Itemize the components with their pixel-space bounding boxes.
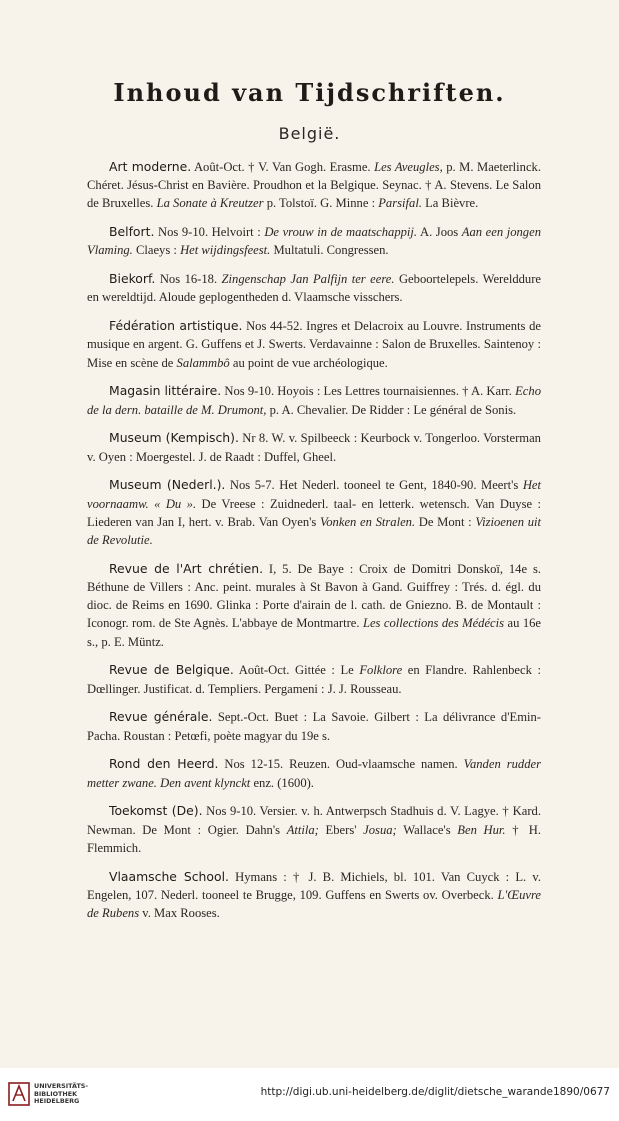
- entry-text: Nos 44-52. Ingres et Delacroix au Louvre. Instruments de musique en argent. G. Guffens et J. Swerts. Verdavainne : Salon de Bruxelles. Saintenoy : Mise en scène de: [87, 319, 541, 370]
- journal-name: Fédération artistique.: [109, 318, 243, 334]
- footer-bar: [0, 1068, 619, 1121]
- entry-text: La Bièvre.: [421, 196, 479, 211]
- journal-name: Vlaamsche School.: [109, 868, 229, 884]
- journal-entry: [87, 708, 541, 744]
- institution-name: [34, 1083, 88, 1106]
- journal-entry: [87, 560, 541, 651]
- entry-text: Nos 9-10. Hoyois : Les Lettres tournaisiennes. † A. Karr.: [221, 384, 516, 399]
- journal-entry: [87, 802, 541, 857]
- italic-title: Echo de la dern. bataille de M. Drumont,: [87, 384, 541, 417]
- journal-entry: [87, 661, 541, 697]
- entry-text: enz. (1600).: [250, 775, 314, 790]
- journal-name: Rond den Heerd.: [109, 756, 219, 772]
- entry-text: Hymans : † J. B. Michiels, bl. 101. Van Cuyck : L. v. Engelen, 107. Nederl. tooneel te Brugge, 109. Guffens en Swerts ov. Overbeck.: [87, 869, 541, 902]
- entry-text: Nr 8. W. v. Spilbeeck : Keurbock v. Tongerloo. Vorsterman v. Oyen : Moergestel. J. de Raadt : Duffel, Gheel.: [87, 431, 541, 464]
- entry-text: De Mont :: [415, 514, 476, 529]
- journal-entry: [87, 382, 541, 418]
- entry-text: en Flandre. Rahlenbeck : Dœllinger. Justificat. d. Templiers. Pergameni : J. J. Rousseau.: [87, 663, 541, 696]
- journal-name: Museum (Nederl.).: [109, 477, 226, 493]
- journal-name: Revue générale.: [109, 709, 213, 725]
- page-title: Inhoud van Tijdschriften.: [113, 78, 506, 107]
- italic-title: La Sonate à Kreutzer: [156, 196, 264, 211]
- journal-name: Revue de Belgique.: [109, 662, 234, 678]
- section-heading: België.: [278, 124, 341, 143]
- journal-entry: [87, 868, 541, 923]
- entry-text: A. Joos: [417, 225, 462, 240]
- journal-entry: [87, 270, 541, 306]
- journal-name: Biekorf.: [109, 271, 156, 287]
- italic-title: Josua;: [363, 822, 397, 837]
- entry-text: † H. Flemmich.: [87, 822, 541, 855]
- entry-text: Nos 5-7. Het Nederl. tooneel te Gent, 1840-90. Meert's: [225, 478, 523, 493]
- entry-text: Août-Oct. † V. Van Gogh. Erasme.: [191, 160, 375, 174]
- journal-entry: [87, 317, 541, 372]
- entry-text: au 16e s., p. E. Müntz.: [87, 616, 541, 649]
- entry-text: Nos 9-10. Helvoirt :: [154, 225, 265, 240]
- journal-entry: [87, 158, 541, 213]
- entry-text: Ebers': [318, 822, 364, 837]
- journal-entry: [87, 223, 541, 259]
- entry-text: De Vreese : Zuidnederl. taal- en letterk. wetensch. Van Duyse : Liederen van Jan I, hert. v. Brab. Van Oyen's: [87, 496, 541, 529]
- journal-name: Magasin littéraire.: [109, 383, 222, 399]
- entry-text: Multatuli. Congressen.: [270, 243, 389, 258]
- entry-text: p. A. Chevalier. De Ridder : Le général de Sonis.: [266, 402, 517, 417]
- journal-name: Museum (Kempisch).: [109, 430, 239, 446]
- entry-text: Wallace's: [396, 822, 458, 837]
- journal-entry: [87, 476, 541, 549]
- italic-title: Attila;: [286, 822, 319, 837]
- journal-name: Belfort.: [109, 224, 155, 240]
- institution-line: BIBLIOTHEK: [34, 1089, 78, 1098]
- entry-text: au point de vue archéologique.: [229, 355, 388, 370]
- italic-title: Vonken en Stralen.: [319, 514, 416, 529]
- entry-text: v. Max Rooses.: [139, 906, 220, 921]
- italic-title: Folklore: [359, 663, 403, 678]
- journal-entries-list: [87, 158, 541, 933]
- institution-line: UNIVERSITÄTS-: [34, 1082, 89, 1090]
- journal-name: Revue de l'Art chrétien.: [109, 560, 264, 576]
- italic-title: L'Œuvre de Rubens: [87, 887, 541, 921]
- entry-text: I, 5. De Baye : Croix de Domitri Donskoï, 14e s. Béthune de Villers : Anc. peint. murales à St Bavon à Gand. Guiffrey : Trés. d. égl. du dioc. de Reims en 1690. Glinka : Porte d'airain de l. cath. de Gniezno. B. de Montault : Iconogr. rom. de Ste Agnès. L'abbaye de Montmartre.: [87, 561, 541, 631]
- entry-text: Sept.-Oct. Buet : La Savoie. Gilbert : La délivrance d'Emin-Pacha. Roustan : Petœfi, poète magyar du 19e s.: [87, 710, 541, 743]
- journal-name: Toekomst (De).: [109, 803, 203, 819]
- italic-title: Zingenschap Jan Palfijn ter eere.: [221, 272, 395, 287]
- italic-title: Het wijdingsfeest.: [180, 243, 271, 258]
- italic-title: Vizioenen uit de Revolutie.: [87, 514, 542, 548]
- journal-entry: [87, 755, 541, 791]
- library-logo-icon: [8, 1082, 30, 1106]
- entry-text: p. Tolstoï. G. Minne :: [263, 196, 379, 211]
- entry-text: Nos 9-10. Versier. v. h. Antwerpsch Stadhuis d. V. Lagye. † Kard. Newman. De Mont : Ogier. Dahn's: [87, 804, 541, 837]
- italic-title: Aan een jongen Vlaming.: [87, 225, 541, 258]
- entry-text: Nos 16-18.: [155, 272, 222, 287]
- italic-title: Vanden rudder metter zwane. Den avent klynckt: [87, 757, 541, 790]
- italic-title: Parsifal.: [378, 196, 422, 211]
- entry-text: Geboortelepels. Werelddure en wereldtijd. Aloude geplogentheden d. Vlaamsche visschers.: [87, 272, 541, 305]
- entry-text: Nos 12-15. Reuzen. Oud-vlaamsche namen.: [218, 757, 464, 772]
- entry-text: Claeys :: [132, 243, 181, 258]
- italic-title: Het voornaamw. « Du ».: [87, 478, 541, 511]
- journal-name: Art moderne.: [109, 159, 192, 174]
- italic-title: Les Aveugles,: [374, 160, 443, 174]
- source-url[interactable]: http://digi.ub.uni-heidelberg.de/diglit/dietsche_warande1890/0677: [260, 1086, 610, 1098]
- italic-title: Les collections des Médécis: [362, 616, 505, 631]
- italic-title: Ben Hur.: [457, 822, 506, 837]
- institution-line: HEIDELBERG: [34, 1097, 80, 1106]
- italic-title: De vrouw in de maatschappij.: [264, 225, 418, 240]
- entry-text: p. M. Maeterlinck. Chéret. Jésus-Christ en Bavière. Proudhon et la Belgique. Seynac. † A. Stevens. Le Salon de Bruxelles.: [87, 160, 541, 211]
- italic-title: Salammbô: [176, 355, 230, 370]
- entry-text: Août-Oct. Gittée : Le: [233, 663, 360, 678]
- journal-entry: [87, 429, 541, 465]
